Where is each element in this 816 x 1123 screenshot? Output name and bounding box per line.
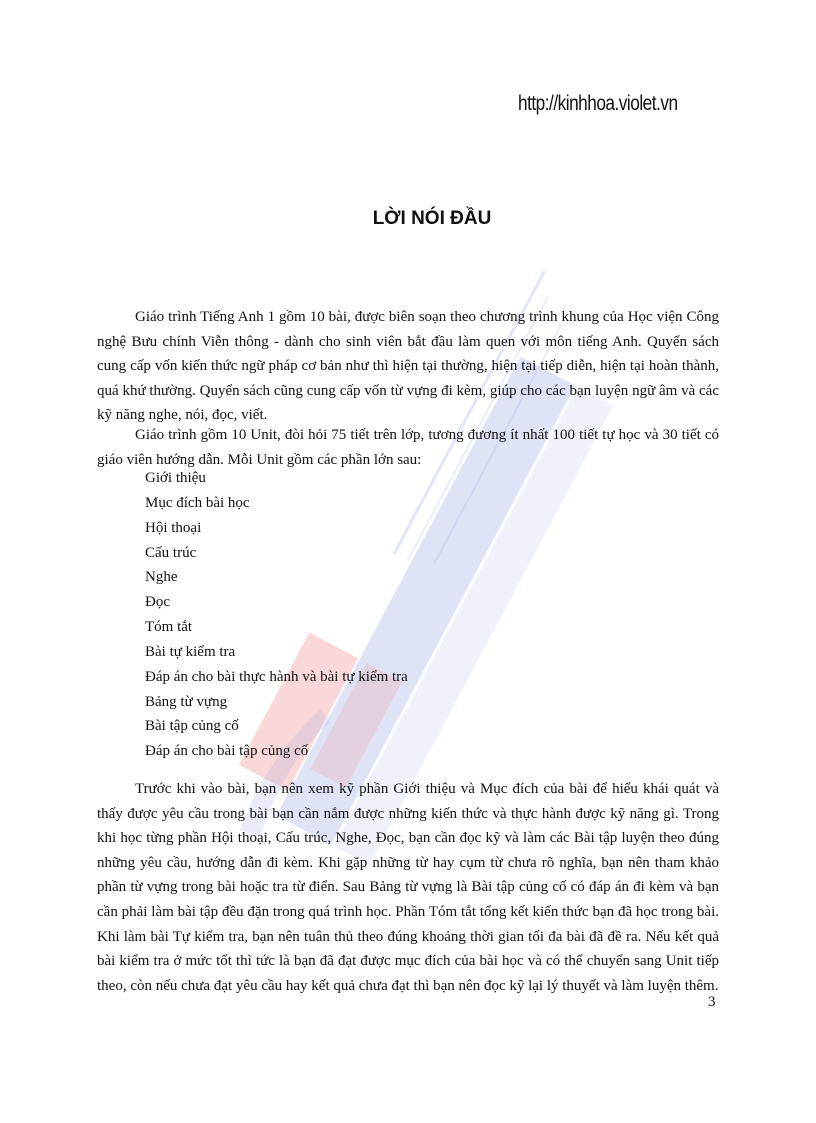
list-item: Tóm tắt [145,619,193,636]
unit-parts-list [145,466,408,764]
list-item: Đáp án cho bài thực hành và bài tự kiểm tra [145,668,408,685]
list-item: Bài tập củng cố [145,718,239,735]
list-item: Nghe [145,569,178,586]
list-item: Cấu trúc [145,544,197,561]
list-item: Bảng từ vựng [145,693,228,710]
study-guide-paragraph [97,777,719,998]
list-item: Bài tự kiểm tra [145,643,236,660]
page-number: 3 [708,994,716,1010]
paragraph-text: Giáo trình Tiếng Anh 1 gồm 10 bài, được biên soạn theo chương trình khung của Học viện Công nghệ Bưu chính Viễn thông - dành cho sinh viên bắt đầu làm quen với môn tiếng Anh. Quyển sách cung cấp vốn kiến thức ngữ pháp cơ bản như thì hiện tại thường, hiện tại tiếp diễn, hiện tại hoàn thành, quá khứ thường. Quyển sách cũng cung cấp vốn từ vựng đi kèm, giúp cho các bạn luyện ngữ âm và các kỹ năng nghe, nói, đọc, viết. [97,309,719,424]
list-item: Đáp án cho bài tập củng cố [145,743,309,760]
page-title: LỜI NÓI ĐẦU [372,208,492,229]
list-item: Mục đích bài học [145,494,250,511]
list-item: Đọc [145,594,170,611]
header-url: http://kinhhoa.violet.vn [518,92,678,115]
paragraph-text: Trước khi vào bài, bạn nên xem kỹ phần Giới thiệu và Mục đích của bài để hiểu khái quát và thấy được yêu cầu trong bài bạn cần nắm được những kiến thức và thực hành được kỹ năng gì. Trong khi học từng phần Hội thoại, Cấu trúc, Nghe, Đọc, bạn cần đọc kỹ và làm các Bài tập luyện theo đúng những yêu cầu, hướng dẫn đi kèm. Khi gặp những từ hay cụm từ chưa rõ nghĩa, bạn nên tham khảo phần từ vựng trong bài hoặc tra từ điển. Sau Bảng từ vựng là Bài tập củng cố có đáp án đi kèm và bạn cần phải làm bài tập đều đặn trong quá trình học. Phần Tóm tắt tổng kết kiến thức bạn đã học trong bài. Khi làm bài Tự kiểm tra, bạn nên tuân thủ theo đúng khoảng thời gian tối đa bài đã đề ra. Nếu kết quả bài kiểm tra ở mức tốt thì tức là bạn đã đạt được mục đích của bài học và có thể chuyển sang Unit tiếp theo, còn nếu chưa đạt yêu cầu hay kết quả chưa đạt thì bạn nên đọc kỹ lại lý thuyết và làm luyện thêm. [97,781,719,994]
list-item: Hội thoại [145,519,202,536]
list-item: Giới thiệu [145,470,206,486]
paragraph-text: Giáo trình gồm 10 Unit, đòi hỏi 75 tiết trên lớp, tương đương ít nhất 100 tiết tự học và 30 tiết có giáo viên hướng dẫn. Mỗi Unit gồm các phần lớn sau: [97,427,719,468]
intro-paragraph [97,305,719,428]
unit-overview-paragraph [97,423,719,472]
